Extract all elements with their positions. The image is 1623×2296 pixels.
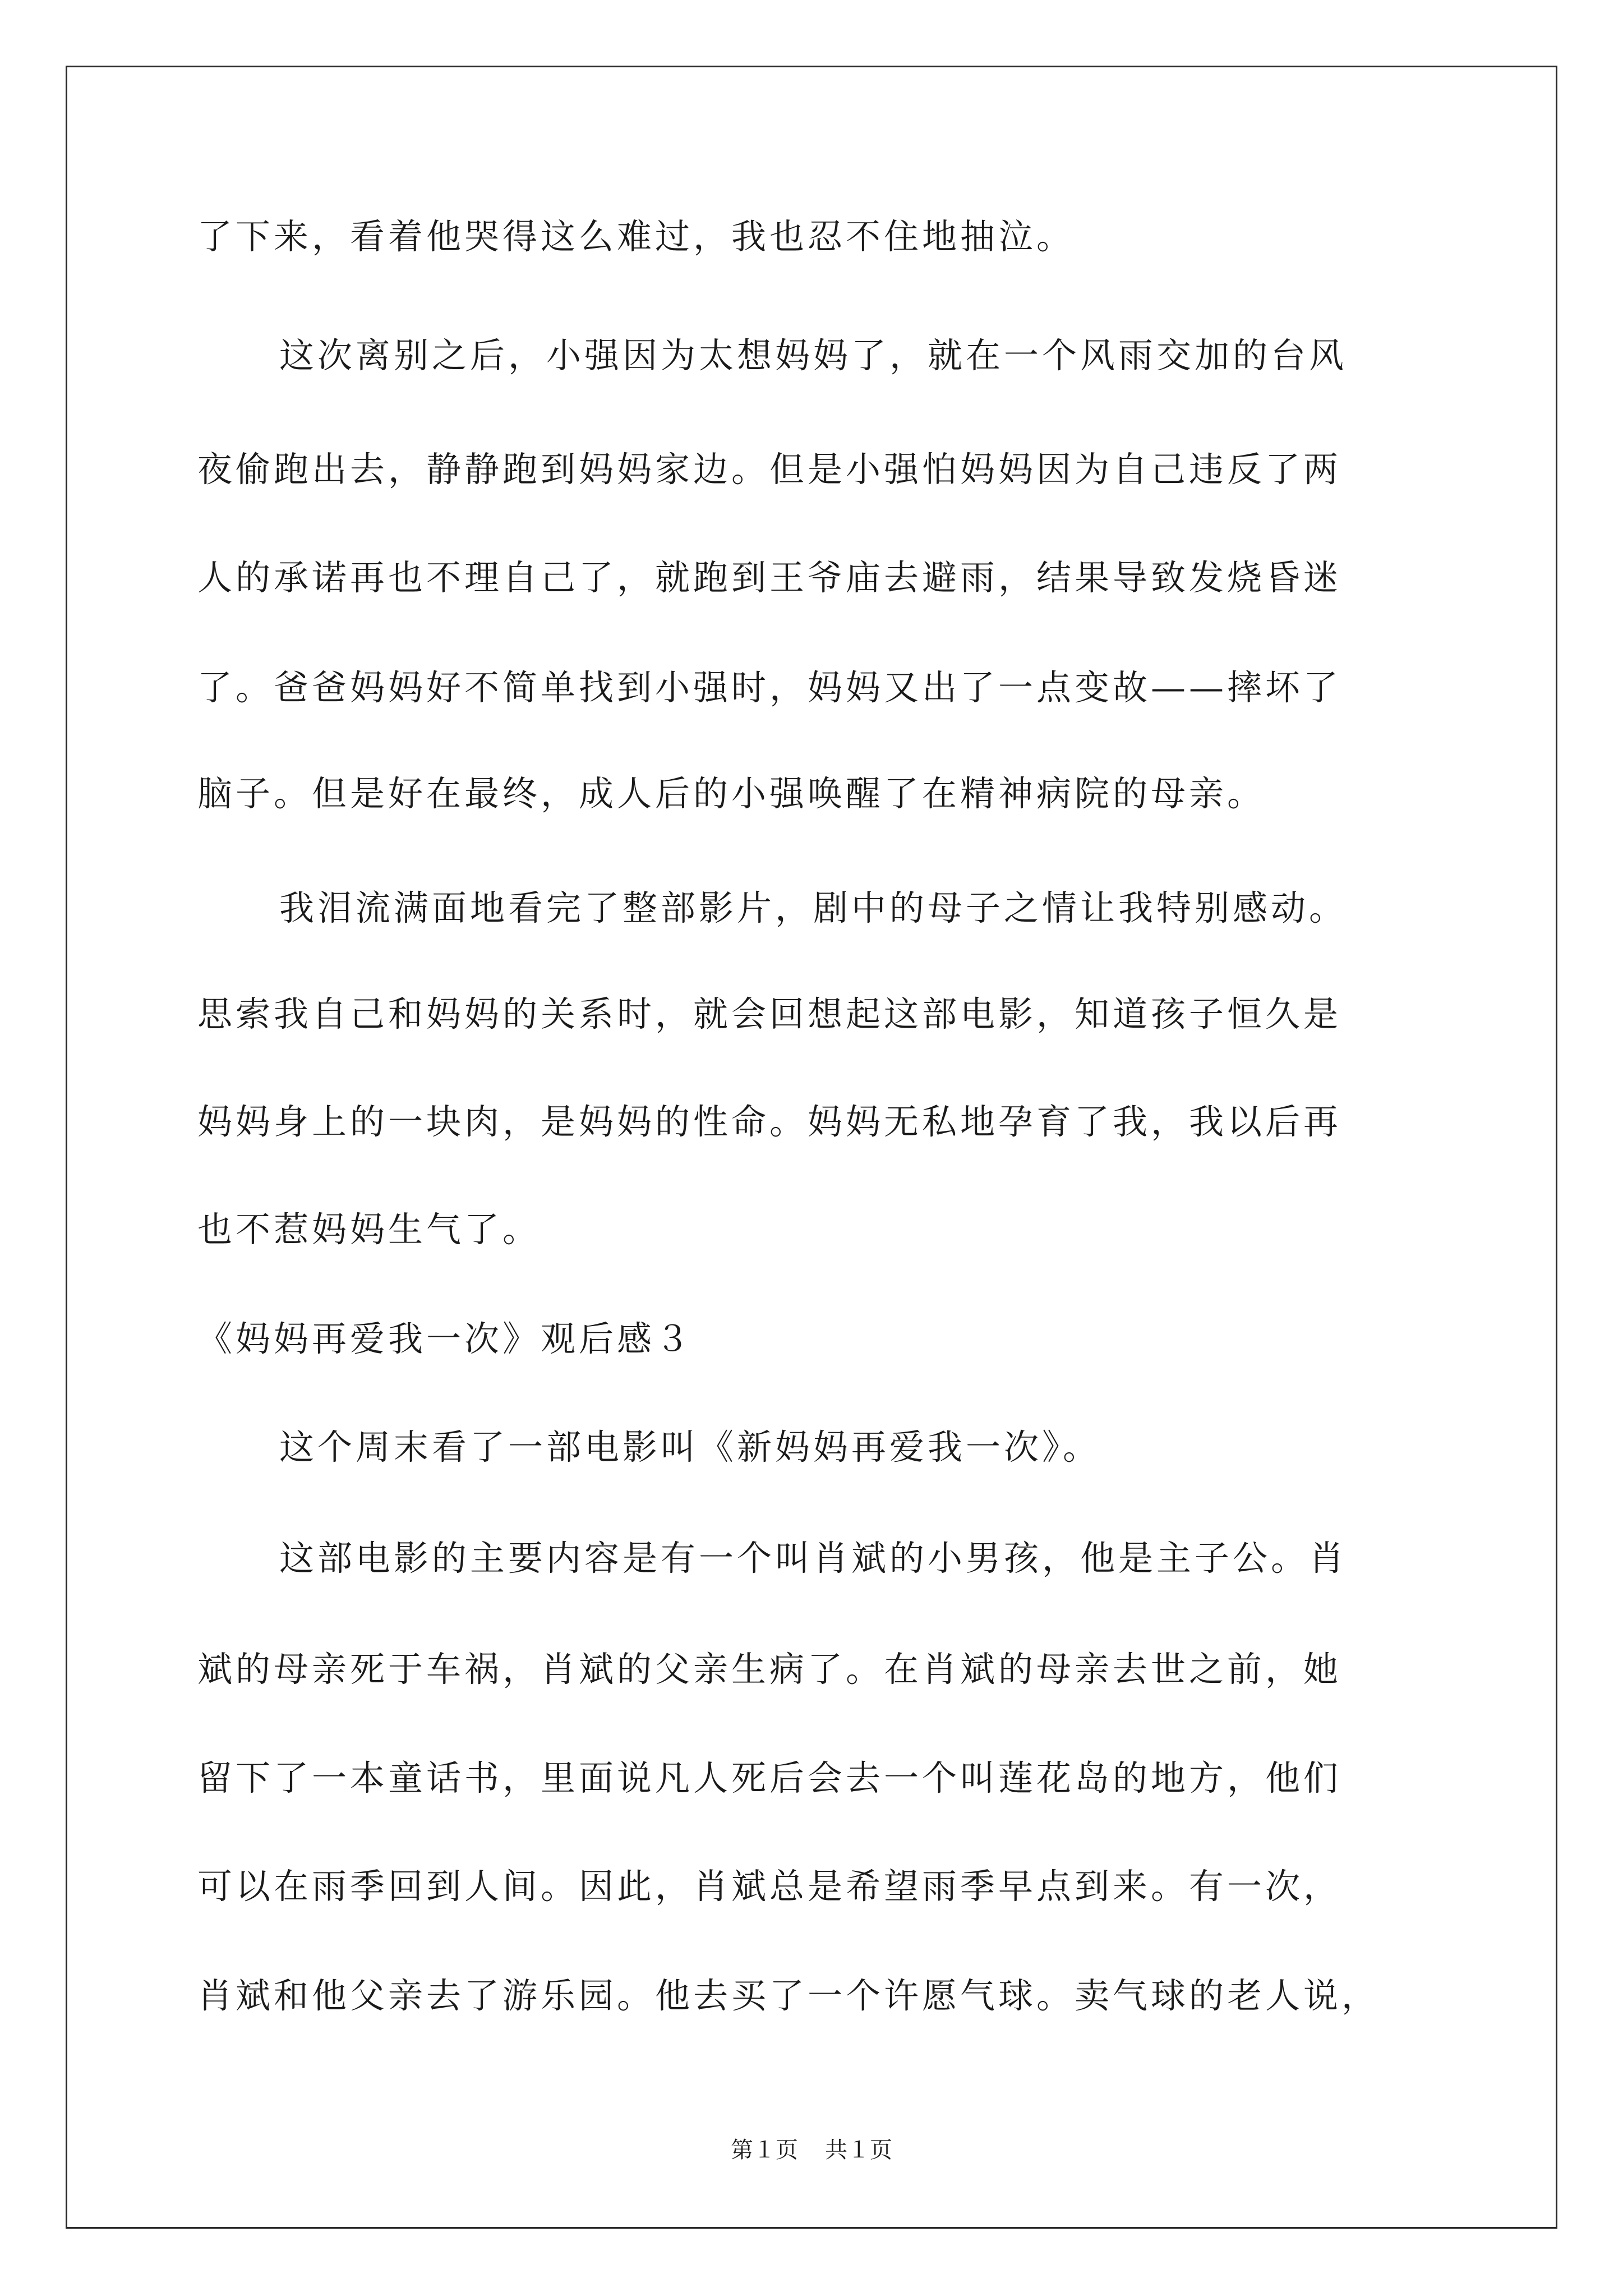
text-line: 夜偷跑出去，静静跑到妈妈家边。但是小强怕妈妈因为自己违反了两 [197,449,1342,490]
page-total: 共１页 [825,2137,892,2163]
text-line: 这次离别之后，小强因为太想妈妈了，就在一个风雨交加的台风 [279,335,1348,376]
section-heading: 《妈妈再爱我一次》观后感３ [197,1318,694,1359]
text-line: 了下来，看着他哭得这么难过，我也忍不住地抽泣。 [197,216,1075,257]
text-line: 人的承诺再也不理自己了，就跑到王爷庙去避雨，结果导致发烧昏迷 [197,557,1342,598]
text-line: 我泪流满面地看完了整部影片，剧中的母子之情让我特别感动。 [279,887,1348,928]
page-footer [0,2136,1623,2164]
text-line: 思索我自己和妈妈的关系时，就会回想起这部电影，知道孩子恒久是 [197,993,1342,1034]
page-number: 第１页 [731,2137,798,2163]
text-line: 斌的母亲死于车祸，肖斌的父亲生病了。在肖斌的母亲去世之前，她 [197,1649,1342,1690]
text-line: 这部电影的主要内容是有一个叫肖斌的小男孩，他是主子公。肖 [279,1538,1348,1579]
text-line: 也不惹妈妈生气了。 [197,1209,541,1250]
text-line: 这个周末看了一部电影叫《新妈妈再爱我一次》。 [279,1427,1101,1467]
text-line: 留下了一本童话书，里面说凡人死后会去一个叫莲花岛的地方，他们 [197,1757,1342,1798]
text-line: 了。爸爸妈妈好不简单找到小强时，妈妈又出了一点变故——摔坏了 [197,667,1342,708]
text-line: 肖斌和他父亲去了游乐园。他去买了一个许愿气球。卖气球的老人说， [197,1975,1380,2016]
text-line: 可以在雨季回到人间。因此，肖斌总是希望雨季早点到来。有一次， [197,1866,1342,1907]
text-line: 脑子。但是好在最终，成人后的小强唤醒了在精神病院的母亲。 [197,773,1266,814]
text-line: 妈妈身上的一块肉，是妈妈的性命。妈妈无私地孕育了我，我以后再 [197,1101,1342,1142]
